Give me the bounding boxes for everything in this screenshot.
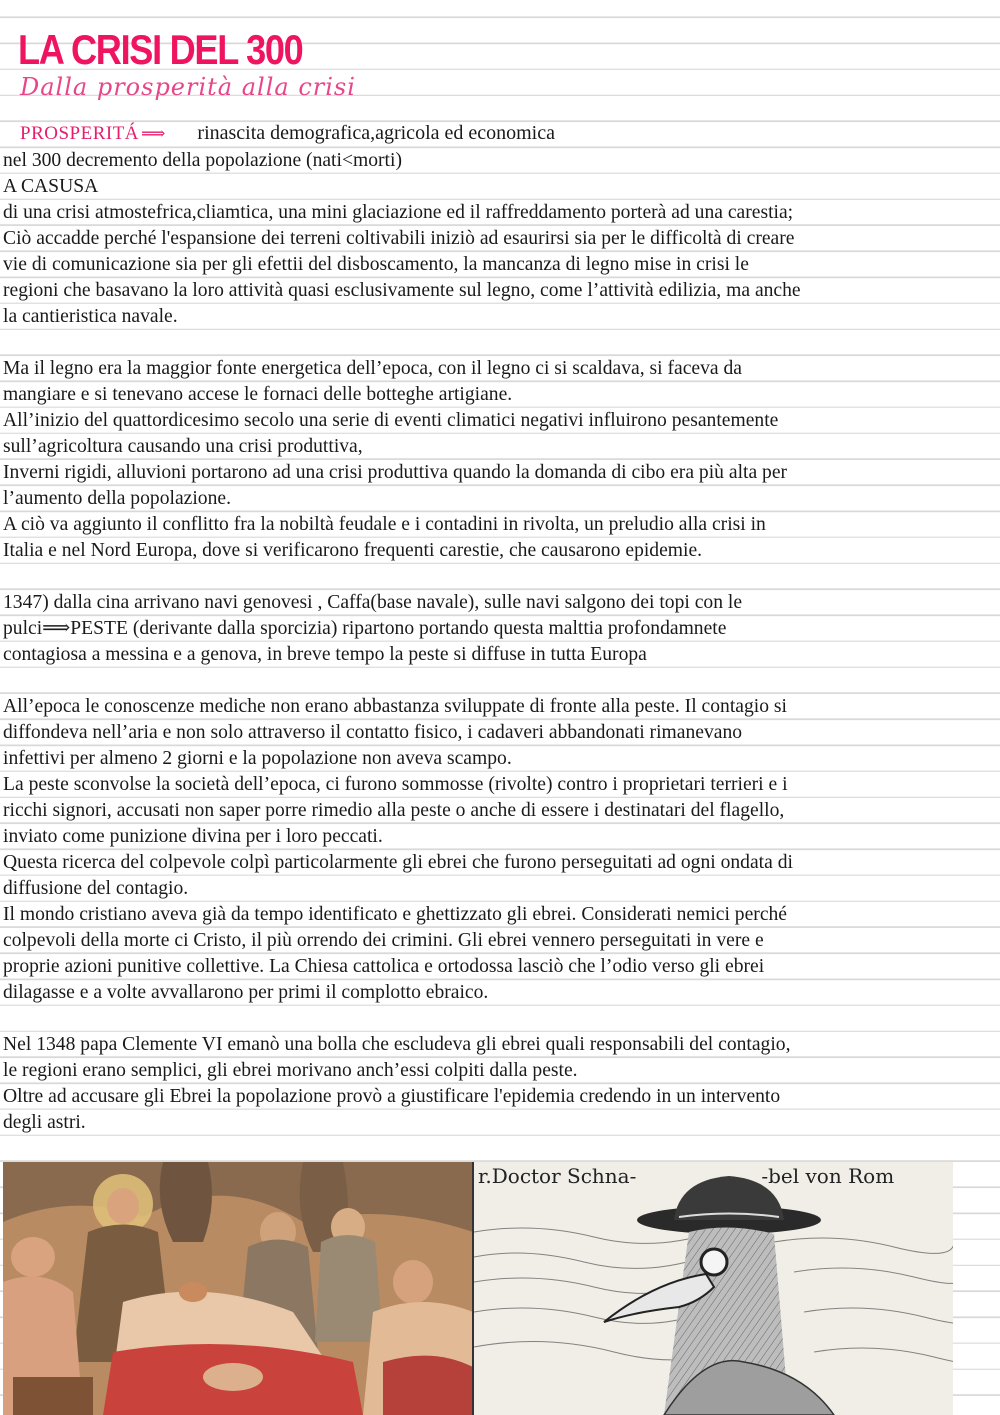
text-line: Oltre ad accusare gli Ebrei la popolazione provò a giustificare l'epidemia credendo in un intervento xyxy=(3,1086,781,1107)
text-line: All’epoca le conoscenze mediche non erano abbastanza sviluppate di fronte alla peste. Il contagio si xyxy=(3,696,787,717)
text-line: colpevoli della morte ci Cristo, il più orrendo dei crimini. Gli ebrei vennero perseguitati in vere e xyxy=(3,930,764,951)
caption-right: -bel von Rom xyxy=(761,1164,895,1188)
text-line: A ciò va aggiunto il conflitto fra la nobiltà feudale e i contadini in rivolta, un preludio alla crisi in xyxy=(3,514,766,535)
text-line xyxy=(3,668,963,694)
text-line: Italia e nel Nord Europa, dove si verificarono frequenti carestie, che causarono epidemie. xyxy=(3,540,703,561)
illustrations xyxy=(3,1162,953,1415)
text-line: Nel 1348 papa Clemente VI emanò una bolla che escludeva gli ebrei quali responsabili del contagio, xyxy=(3,1034,791,1055)
text-line: diffusione del contagio. xyxy=(3,878,189,899)
text-line: diffondeva nell’aria e non solo attraverso il contatto fisico, i cadaveri abbandonati rimanevano xyxy=(3,722,743,743)
prosperity-line xyxy=(20,120,555,147)
text-line: mangiare e si tenevano accese le fornaci delle botteghe artigiane. xyxy=(3,384,513,405)
text-line: sull’agricoltura causando una crisi produttiva, xyxy=(3,436,363,457)
text-line: infettivi per almeno 2 giorni e la popolazione non aveva scampo. xyxy=(3,748,512,769)
text-line: Ciò accadde perché l'espansione dei terreni coltivabili iniziò ad esaurirsi sia per le difficoltà di creare xyxy=(3,228,795,249)
page-title: LA CRISI DEL 300 xyxy=(18,26,303,73)
text-line: A CASUSA xyxy=(3,176,99,197)
caption-left: r.Doctor Schna- xyxy=(478,1164,637,1188)
text-line: pulci⟹PESTE (derivante dalla sporcizia) ripartono portando questa malttia profondamnete xyxy=(3,618,727,639)
text-line: l’aumento della popolazione. xyxy=(3,488,231,509)
text-line: contagiosa a messina e a genova, in breve tempo la peste si diffuse in tutta Europa xyxy=(3,644,647,665)
notes-body xyxy=(3,148,963,1136)
text-line: Inverni rigidi, alluvioni portarono ad una crisi produttiva quando la domanda di cibo era più alta per xyxy=(3,462,788,483)
text-line xyxy=(3,564,963,590)
text-line xyxy=(3,1006,963,1032)
text-line: vie di comunicazione sia per gli efettii del disboscamento, la mancanza di legno mise in crisi le xyxy=(3,254,749,275)
text-line: la cantieristica navale. xyxy=(3,306,178,327)
text-line: regioni che basavano la loro attività quasi esclusivamente sul legno, come l’attività edilizia, ma anche xyxy=(3,280,801,301)
text-line: Ma il legno era la maggior fonte energetica dell’epoca, con il legno ci si scaldava, si faceva da xyxy=(3,358,742,379)
text-line: le regioni erano semplici, gli ebrei morivano anch’essi colpiti dalla peste. xyxy=(3,1060,578,1081)
engraving-caption xyxy=(478,1164,948,1188)
text-line: proprie azioni punitive collettive. La Chiesa cattolica e ortodossa lasciò che l’odio verso gli ebrei xyxy=(3,956,765,977)
text-line: degli astri. xyxy=(3,1112,86,1133)
text-line: Questa ricerca del colpevole colpì particolarmente gli ebrei che furono perseguitati ad ogni ondata di xyxy=(3,852,793,873)
plague-doctor-engraving xyxy=(472,1162,953,1415)
text-line: inviato come punizione divina per i loro peccati. xyxy=(3,826,383,847)
plague-patients-painting xyxy=(3,1162,472,1415)
plague-doctor-art xyxy=(474,1162,953,1415)
text-line: dilagasse e a volte avvallarono per primi il complotto ebraico. xyxy=(3,982,489,1003)
text-line: 1347) dalla cina arrivano navi genovesi , Caffa(base navale), sulle navi salgono dei topi con le xyxy=(3,592,743,613)
prosperity-text: rinascita demografica,agricola ed economica xyxy=(197,122,555,144)
text-line: ricchi signori, accusati non saper porre rimedio alla peste o anche di essere i destinatari del flagello, xyxy=(3,800,785,821)
text-line: nel 300 decremento della popolazione (nati<morti) xyxy=(3,150,402,171)
text-line xyxy=(3,330,963,356)
prosperity-label: PROSPERITÁ xyxy=(20,123,140,144)
text-line: All’inizio del quattordicesimo secolo una serie di eventi climatici negativi influirono pesantemente xyxy=(3,410,779,431)
plague-patients-painting-art xyxy=(3,1162,472,1415)
text-line: Il mondo cristiano aveva già da tempo identificato e ghettizzato gli ebrei. Considerati nemici perché xyxy=(3,904,788,925)
implies-arrow-icon: ⟹ xyxy=(141,124,166,143)
text-line: di una crisi atmostefrica,cliamtica, una mini glaciazione ed il raffreddamento porterà ad una carestia; xyxy=(3,202,794,223)
text-line: La peste sconvolse la società dell’epoca, ci furono sommosse (rivolte) contro i proprietari terrieri e i xyxy=(3,774,788,795)
page-subtitle: Dalla prosperità alla crisi xyxy=(20,73,356,101)
